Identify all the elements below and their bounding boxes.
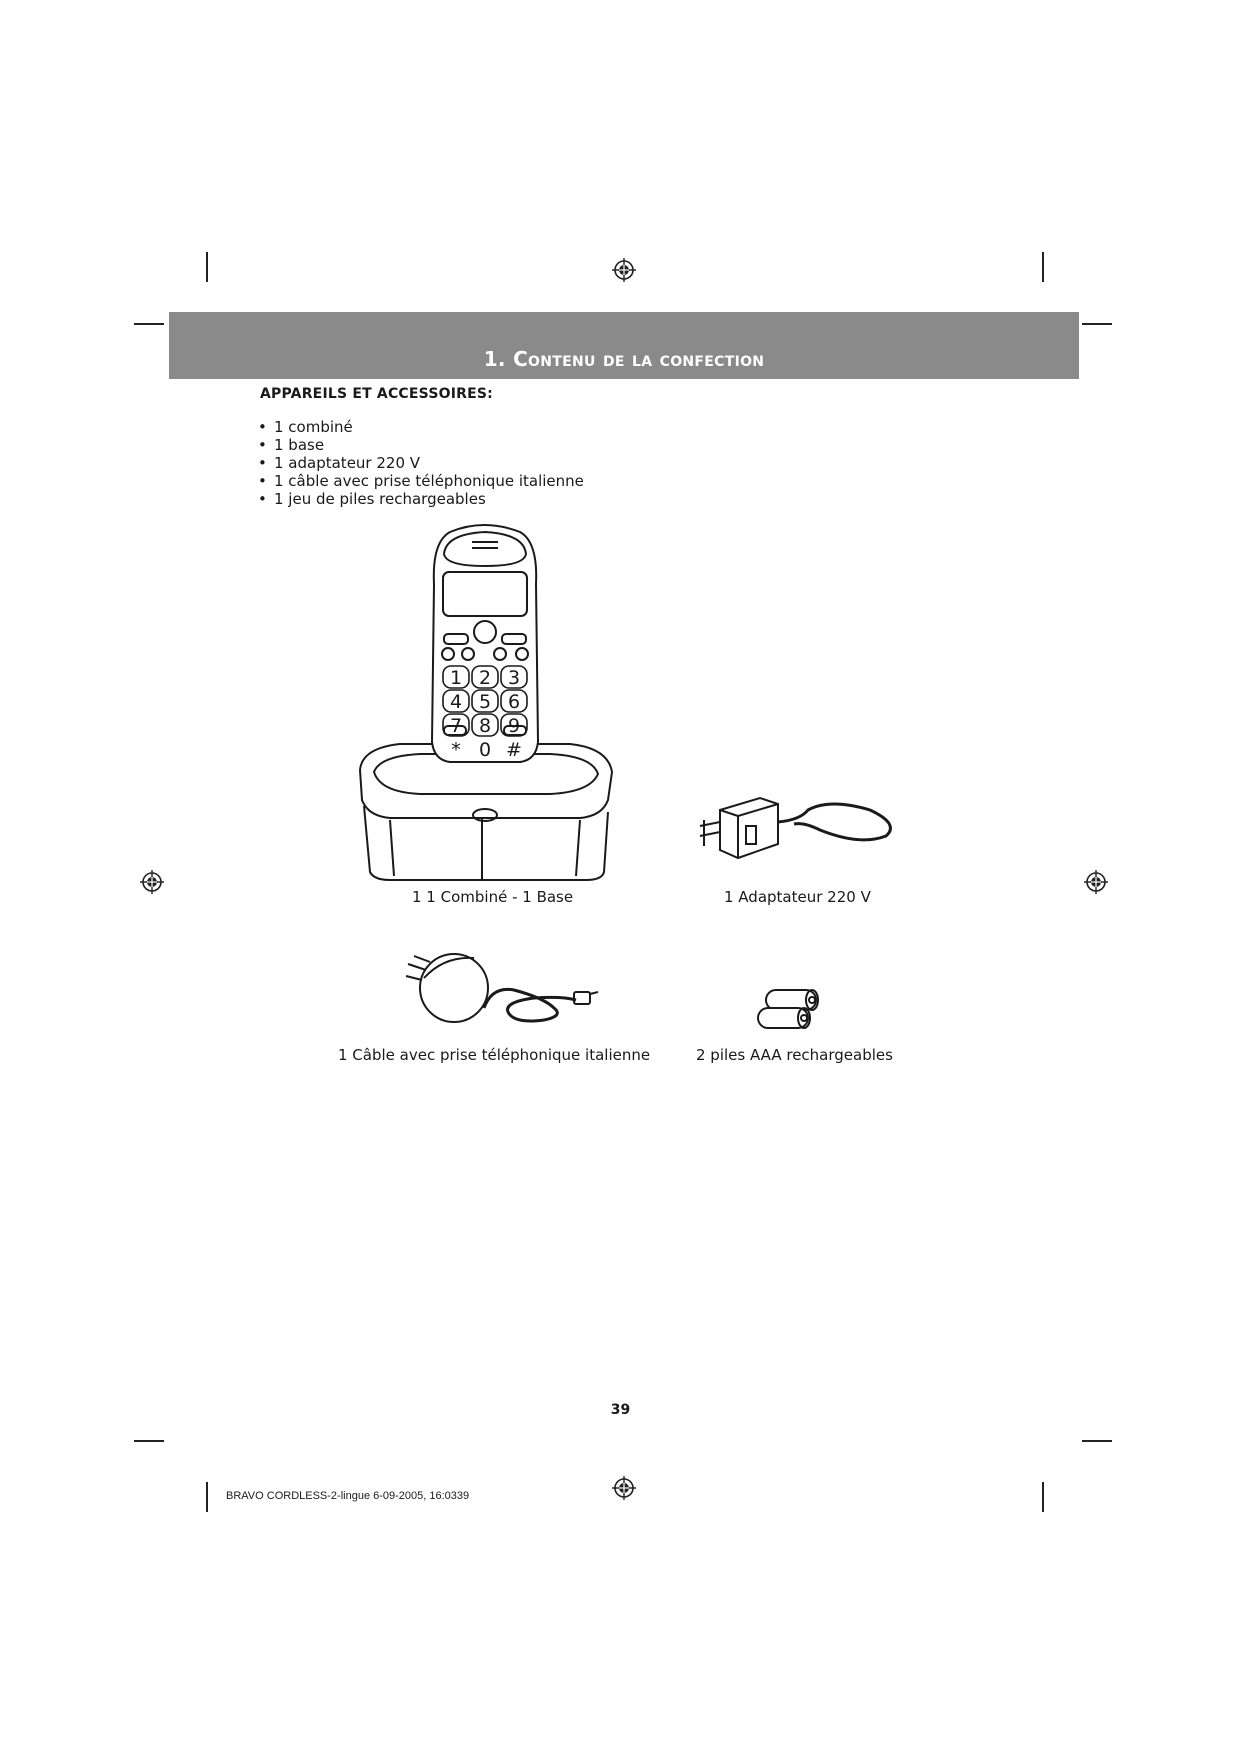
crop-mark-bottom-right xyxy=(1042,1482,1044,1512)
section-header xyxy=(169,312,1079,379)
keypad-key: 3 xyxy=(507,667,521,689)
keypad-key: 0 xyxy=(478,739,492,761)
keypad-key: 9 xyxy=(507,715,521,737)
caption-cable: 1 Câble avec prise téléphonique italienne xyxy=(338,1046,651,1064)
keypad-key: 8 xyxy=(478,715,492,737)
keypad-key: 5 xyxy=(478,691,492,713)
keypad-key: 6 xyxy=(507,691,521,713)
keypad-key: * xyxy=(451,739,461,761)
keypad-key: 2 xyxy=(478,667,492,689)
crop-mark-right-top xyxy=(1082,323,1112,325)
crop-mark-right-bottom xyxy=(1082,1440,1112,1442)
list-item: • 1 base xyxy=(258,436,325,454)
caption-batteries: 2 piles AAA rechargeables xyxy=(696,1046,893,1064)
section-heading: APPAREILS ET ACCESSOIRES: xyxy=(260,386,493,402)
caption-phone-base: 1 1 Combiné - 1 Base xyxy=(412,888,574,906)
phone-base-illustration xyxy=(350,522,620,882)
batteries-illustration xyxy=(754,986,834,1036)
keypad-key: 1 xyxy=(449,667,463,689)
crop-mark-left-top xyxy=(134,323,164,325)
cable-illustration xyxy=(404,948,614,1028)
keypad-key: # xyxy=(506,739,522,761)
page-number: 39 xyxy=(610,1402,631,1418)
list-item: • 1 câble avec prise téléphonique italienne xyxy=(258,472,584,490)
crop-mark-left-bottom xyxy=(134,1440,164,1442)
registration-mark-icon xyxy=(140,870,164,894)
caption-adapter: 1 Adaptateur 220 V xyxy=(724,888,871,906)
list-item: • 1 combiné xyxy=(258,418,353,436)
keypad-key: 4 xyxy=(449,691,463,713)
registration-mark-icon xyxy=(612,258,636,282)
list-item: • 1 jeu de piles rechargeables xyxy=(258,490,486,508)
registration-mark-icon xyxy=(1084,870,1108,894)
crop-mark-top-left xyxy=(206,252,208,282)
registration-mark-icon xyxy=(612,1476,636,1500)
section-title: 1. Contenu de la confection xyxy=(483,347,765,371)
footer-slug: BRAVO CORDLESS-2-lingue 6-09-2005, 16:0339 xyxy=(226,1490,470,1502)
contents-list xyxy=(258,418,584,508)
crop-mark-top-right xyxy=(1042,252,1044,282)
list-item: • 1 adaptateur 220 V xyxy=(258,454,421,472)
crop-mark-bottom-left xyxy=(206,1482,208,1512)
adapter-illustration xyxy=(690,790,910,870)
keypad-key: 7 xyxy=(449,715,463,737)
